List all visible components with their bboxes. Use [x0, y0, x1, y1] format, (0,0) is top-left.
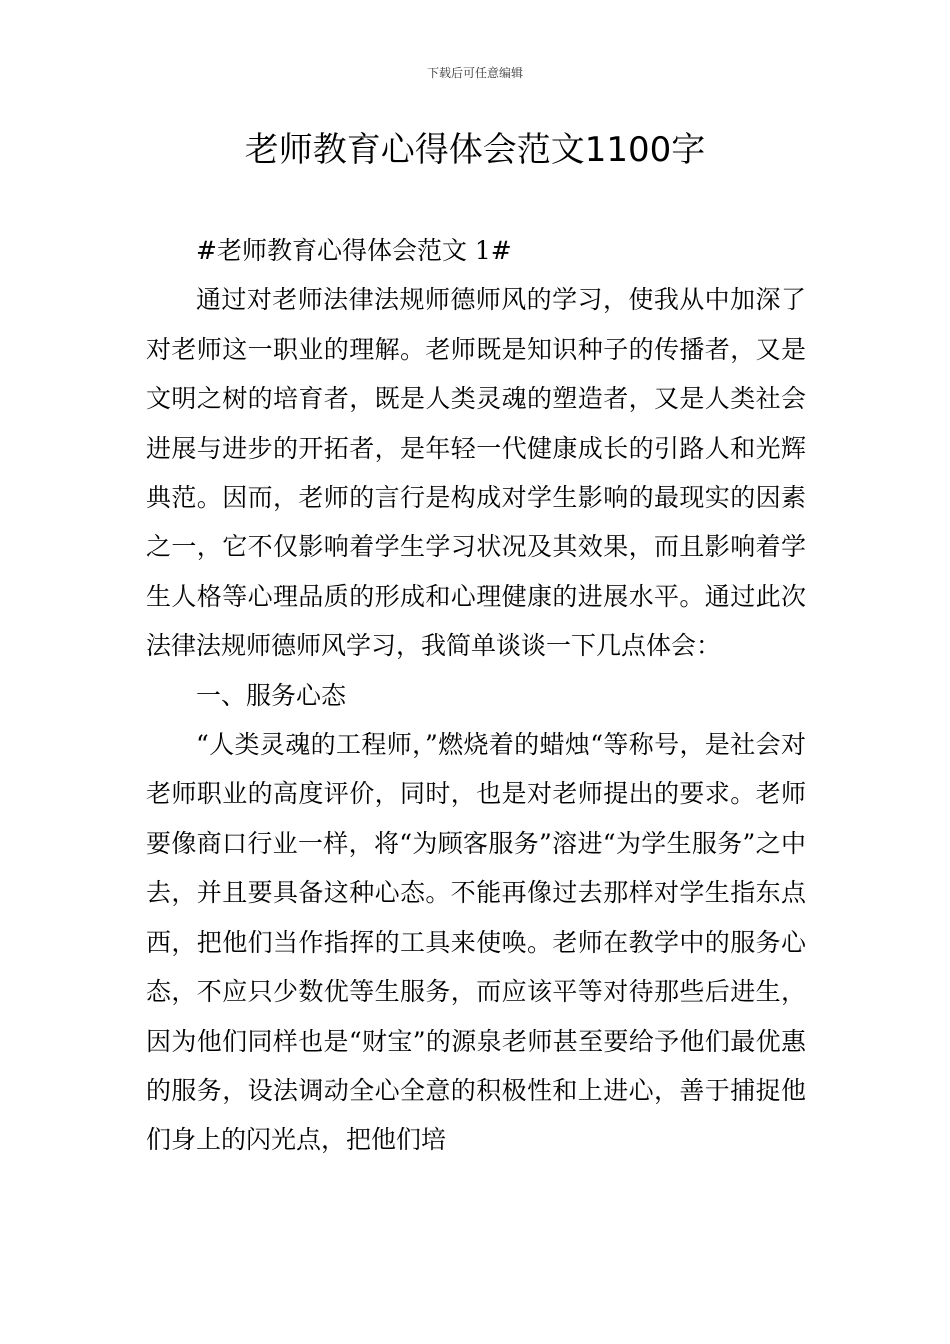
section-heading: #老师教育心得体会范文 1#	[196, 236, 512, 265]
document-title: 老师教育心得体会范文1100字	[244, 130, 706, 170]
header-note: 下载后可任意编辑	[426, 66, 523, 80]
subheading-service-mindset: 一、服务心态	[196, 680, 347, 710]
document-body	[146, 226, 806, 1165]
paragraph-service-mindset: “人类灵魂的工程师，”燃烧着的蜡烛“等称号，是社会对老师职业的高度评价，同时，也是对老师提出的要求。老师要像商口行业一样，将“为顾客服务”溶进“为学生服务”之中去，并且要具备这种心态。不能再像过去那样对学生指东点西，把他们当作指挥的工具来使唤。老师在教学中的服务心态，不应只少数优等生服务，而应该平等对待那些后进生，因为他们同样也是“财宝”的源泉老师甚至要给予他们最优惠的服务，设法调动全心全意的积极性和上进心，善于捕捉他们身上的闪光点，把他们培	[146, 730, 806, 1155]
paragraph-intro: 通过对老师法律法规师德师风的学习，使我从中加深了对老师这一职业的理解。老师既是知识种子的传播者，又是文明之树的培育者，既是人类灵魂的塑造者，又是人类社会进展与进步的开拓者，是年轻一代健康成长的引路人和光辉典范。因而，老师的言行是构成对学生影响的最现实的因素之一，它不仅影响着学生学习状况及其效果，而且影响着学生人格等心理品质的形成和心理健康的进展水平。通过此次法律法规师德师风学习，我简单谈谈一下几点体会：	[146, 285, 806, 661]
